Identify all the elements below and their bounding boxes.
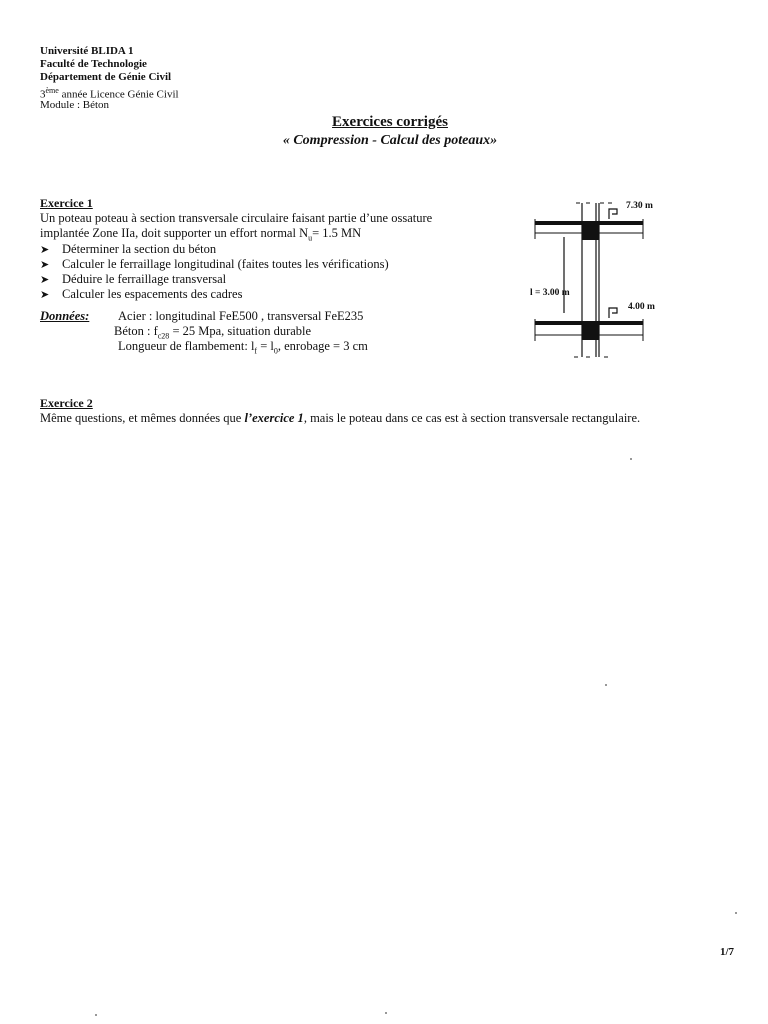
arrow-bullet-icon: ➤: [40, 259, 50, 271]
scan-speck: [95, 1014, 97, 1016]
scan-speck: [385, 1012, 387, 1014]
donnees-buckling: Longueur de flambement: $l_f = l_0$, enrobage = 3 cm: [118, 339, 368, 356]
column-diagram: [520, 195, 670, 370]
exercise2-text: Même questions, et mêmes données que l’exercice 1, mais le poteau dans ce cas est à section transversale rectangulaire.: [40, 411, 641, 425]
faculty-name: Faculté de Technologie: [40, 58, 147, 70]
bullet-item: ➤ Calculer le ferraillage longitudinal (faites toutes les vérifications): [40, 257, 389, 271]
module-line: Module : Béton: [40, 99, 110, 111]
lower-beam: [535, 319, 643, 341]
exercise1-line2: implantée Zone IIa, doit supporter un effort normal $N_u= 1.5$ MN: [40, 226, 362, 243]
page-title: Exercices corrigés: [332, 114, 448, 130]
exercise1-heading: Exercice 1: [40, 196, 93, 210]
donnees-concrete: Béton : $f_{c28} = 25$ Mpa, situation durable: [114, 324, 312, 341]
length-label: l = 3.00 m: [530, 288, 570, 298]
scan-speck: [735, 912, 737, 914]
donnees-label: Données:: [40, 309, 90, 323]
mid-level-label: 4.00 m: [628, 302, 655, 312]
top-level-label: 7.30 m: [626, 201, 653, 211]
page-subtitle: « Compression - Calcul des poteaux»: [282, 133, 498, 148]
level-marker-icon: [609, 209, 617, 318]
department-name: Département de Génie Civil: [40, 71, 172, 83]
scan-speck: [605, 684, 607, 686]
exercise1-line1: Un poteau poteau à section transversale circulaire faisant partie d’une ossature: [40, 211, 433, 225]
bullet-item: ➤ Calculer les espacements des cadres: [40, 287, 243, 301]
year-superscript: ème: [45, 86, 59, 95]
scan-speck: [630, 458, 632, 460]
arrow-bullet-icon: ➤: [40, 289, 50, 301]
bullet-item: ➤ Déduire le ferraillage transversal: [40, 272, 227, 286]
bullet-item: ➤ Déterminer la section du béton: [40, 242, 217, 256]
arrow-bullet-icon: ➤: [40, 244, 50, 256]
donnees-steel: Acier : longitudinal FeE500 , transversal FeE235: [118, 309, 364, 323]
page-number: 1/7: [720, 946, 735, 958]
year-number: 3: [40, 88, 46, 101]
year-text: année Licence Génie Civil: [58, 88, 179, 101]
university-name: Université BLIDA 1: [40, 45, 134, 57]
exercise2-heading: Exercice 2: [40, 396, 93, 410]
arrow-bullet-icon: ➤: [40, 274, 50, 286]
upper-beam: [535, 219, 643, 240]
